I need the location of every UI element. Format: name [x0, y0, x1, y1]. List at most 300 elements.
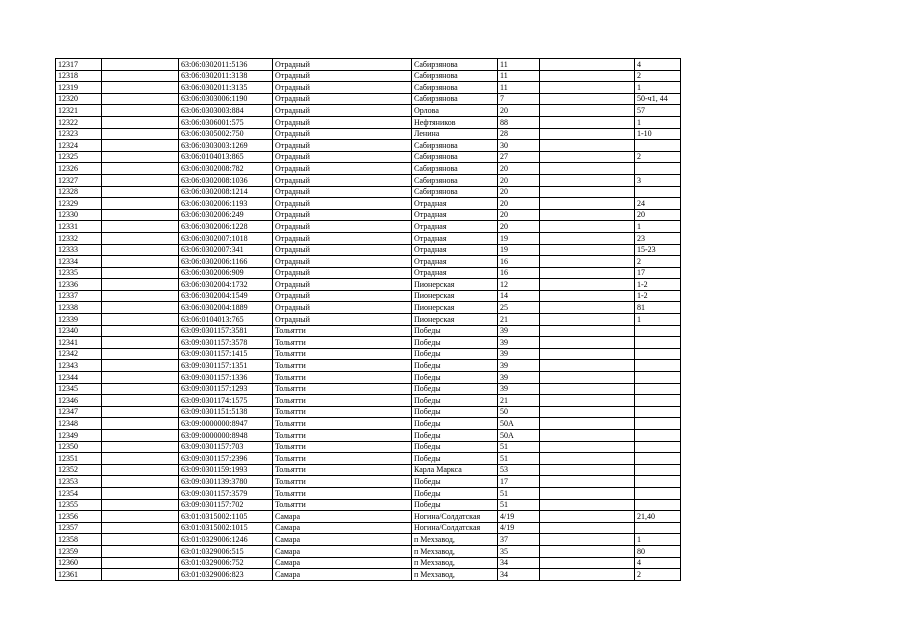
- empty-cell: [102, 163, 179, 175]
- apartment-cell: 23: [635, 232, 681, 244]
- street-cell: п Мехзавод,: [412, 545, 498, 557]
- house-number-cell: 19: [498, 244, 540, 256]
- street-cell: Отрадная: [412, 232, 498, 244]
- cadastral-number-cell: 63:01:0329006:1246: [179, 534, 273, 546]
- empty-cell: [102, 70, 179, 82]
- empty-cell-2: [540, 348, 635, 360]
- city-cell: Отрадный: [273, 116, 412, 128]
- cadastral-number-cell: 63:06:0302004:1732: [179, 279, 273, 291]
- empty-cell-2: [540, 82, 635, 94]
- empty-cell-2: [540, 70, 635, 82]
- empty-cell: [102, 59, 179, 71]
- empty-cell: [102, 128, 179, 140]
- apartment-cell: 2: [635, 256, 681, 268]
- cadastral-number-cell: 63:06:0302004:1549: [179, 290, 273, 302]
- empty-cell: [102, 140, 179, 152]
- street-cell: Победы: [412, 348, 498, 360]
- city-cell: Отрадный: [273, 70, 412, 82]
- empty-cell-2: [540, 256, 635, 268]
- row-number-cell: 12336: [56, 279, 102, 291]
- apartment-cell: 50-ч1, 44: [635, 93, 681, 105]
- street-cell: Нефтяников: [412, 116, 498, 128]
- street-cell: Победы: [412, 406, 498, 418]
- street-cell: Сабирзянова: [412, 140, 498, 152]
- empty-cell: [102, 464, 179, 476]
- apartment-cell: [635, 476, 681, 488]
- street-cell: Победы: [412, 476, 498, 488]
- table-row: [56, 383, 681, 395]
- house-number-cell: 39: [498, 383, 540, 395]
- street-cell: Победы: [412, 337, 498, 349]
- street-cell: Сабирзянова: [412, 59, 498, 71]
- city-cell: Отрадный: [273, 244, 412, 256]
- empty-cell-2: [540, 522, 635, 534]
- empty-cell: [102, 534, 179, 546]
- empty-cell-2: [540, 395, 635, 407]
- house-number-cell: 21: [498, 314, 540, 326]
- table-row: [56, 325, 681, 337]
- house-number-cell: 17: [498, 476, 540, 488]
- empty-cell-2: [540, 360, 635, 372]
- cadastral-number-cell: 63:06:0302008:1036: [179, 174, 273, 186]
- empty-cell: [102, 406, 179, 418]
- city-cell: Тольятти: [273, 395, 412, 407]
- table-row: [56, 545, 681, 557]
- row-number-cell: 12343: [56, 360, 102, 372]
- empty-cell: [102, 93, 179, 105]
- table-row: [56, 314, 681, 326]
- row-number-cell: 12332: [56, 232, 102, 244]
- cadastral-number-cell: 63:09:0301139:3780: [179, 476, 273, 488]
- street-cell: Карла Маркса: [412, 464, 498, 476]
- empty-cell-2: [540, 198, 635, 210]
- table-row: [56, 267, 681, 279]
- street-cell: Пионерская: [412, 302, 498, 314]
- city-cell: Самара: [273, 557, 412, 569]
- street-cell: Победы: [412, 441, 498, 453]
- city-cell: Тольятти: [273, 406, 412, 418]
- house-number-cell: 11: [498, 82, 540, 94]
- row-number-cell: 12317: [56, 59, 102, 71]
- row-number-cell: 12359: [56, 545, 102, 557]
- cadastral-number-cell: 63:06:0302007:1018: [179, 232, 273, 244]
- apartment-cell: [635, 163, 681, 175]
- apartment-cell: 4: [635, 59, 681, 71]
- table-row: [56, 499, 681, 511]
- cadastral-number-cell: 63:09:0301159:1993: [179, 464, 273, 476]
- cadastral-number-cell: 63:09:0000000:8948: [179, 430, 273, 442]
- empty-cell-2: [540, 174, 635, 186]
- cadastral-number-cell: 63:06:0302011:3135: [179, 82, 273, 94]
- house-number-cell: 7: [498, 93, 540, 105]
- empty-cell: [102, 511, 179, 523]
- house-number-cell: 14: [498, 290, 540, 302]
- house-number-cell: 25: [498, 302, 540, 314]
- apartment-cell: [635, 487, 681, 499]
- empty-cell-2: [540, 267, 635, 279]
- cadastral-number-cell: 63:09:0301157:3579: [179, 487, 273, 499]
- city-cell: Тольятти: [273, 372, 412, 384]
- cadastral-number-cell: 63:01:0315002:1105: [179, 511, 273, 523]
- row-number-cell: 12350: [56, 441, 102, 453]
- house-number-cell: 27: [498, 151, 540, 163]
- house-number-cell: 51: [498, 453, 540, 465]
- cadastral-number-cell: 63:09:0301157:2396: [179, 453, 273, 465]
- data-table: [55, 58, 681, 581]
- apartment-cell: 20: [635, 209, 681, 221]
- apartment-cell: 57: [635, 105, 681, 117]
- row-number-cell: 12348: [56, 418, 102, 430]
- cadastral-number-cell: 63:06:0302007:341: [179, 244, 273, 256]
- table-row: [56, 557, 681, 569]
- table-row: [56, 441, 681, 453]
- empty-cell-2: [540, 116, 635, 128]
- empty-cell: [102, 198, 179, 210]
- empty-cell: [102, 267, 179, 279]
- row-number-cell: 12356: [56, 511, 102, 523]
- city-cell: Отрадный: [273, 59, 412, 71]
- empty-cell: [102, 569, 179, 581]
- apartment-cell: [635, 337, 681, 349]
- house-number-cell: 4/19: [498, 511, 540, 523]
- house-number-cell: 39: [498, 360, 540, 372]
- row-number-cell: 12319: [56, 82, 102, 94]
- row-number-cell: 12352: [56, 464, 102, 476]
- apartment-cell: [635, 395, 681, 407]
- empty-cell-2: [540, 476, 635, 488]
- empty-cell: [102, 395, 179, 407]
- house-number-cell: 35: [498, 545, 540, 557]
- street-cell: Сабирзянова: [412, 174, 498, 186]
- row-number-cell: 12322: [56, 116, 102, 128]
- cadastral-number-cell: 63:09:0301157:1415: [179, 348, 273, 360]
- cadastral-number-cell: 63:06:0302006:249: [179, 209, 273, 221]
- empty-cell: [102, 302, 179, 314]
- city-cell: Отрадный: [273, 232, 412, 244]
- cadastral-number-cell: 63:06:0302008:782: [179, 163, 273, 175]
- house-number-cell: 20: [498, 105, 540, 117]
- cadastral-number-cell: 63:01:0315002:1015: [179, 522, 273, 534]
- row-number-cell: 12330: [56, 209, 102, 221]
- empty-cell: [102, 557, 179, 569]
- row-number-cell: 12342: [56, 348, 102, 360]
- table-row: [56, 522, 681, 534]
- empty-cell: [102, 325, 179, 337]
- empty-cell: [102, 487, 179, 499]
- apartment-cell: 17: [635, 267, 681, 279]
- house-number-cell: 37: [498, 534, 540, 546]
- table-row: [56, 476, 681, 488]
- row-number-cell: 12318: [56, 70, 102, 82]
- empty-cell-2: [540, 140, 635, 152]
- row-number-cell: 12349: [56, 430, 102, 442]
- house-number-cell: 51: [498, 441, 540, 453]
- city-cell: Самара: [273, 511, 412, 523]
- table-row: [56, 290, 681, 302]
- row-number-cell: 12337: [56, 290, 102, 302]
- empty-cell: [102, 209, 179, 221]
- apartment-cell: 1: [635, 221, 681, 233]
- empty-cell: [102, 430, 179, 442]
- cadastral-number-cell: 63:09:0301157:702: [179, 499, 273, 511]
- city-cell: Тольятти: [273, 464, 412, 476]
- apartment-cell: [635, 372, 681, 384]
- cadastral-number-cell: 63:06:0302006:1166: [179, 256, 273, 268]
- empty-cell-2: [540, 499, 635, 511]
- apartment-cell: 1: [635, 116, 681, 128]
- city-cell: Тольятти: [273, 487, 412, 499]
- apartment-cell: 1: [635, 534, 681, 546]
- street-cell: Сабирзянова: [412, 93, 498, 105]
- empty-cell: [102, 360, 179, 372]
- house-number-cell: 39: [498, 337, 540, 349]
- street-cell: п Мехзавод,: [412, 569, 498, 581]
- empty-cell: [102, 476, 179, 488]
- city-cell: Отрадный: [273, 93, 412, 105]
- table-row: [56, 82, 681, 94]
- house-number-cell: 20: [498, 186, 540, 198]
- empty-cell: [102, 232, 179, 244]
- apartment-cell: 21,40: [635, 511, 681, 523]
- empty-cell-2: [540, 545, 635, 557]
- house-number-cell: 20: [498, 209, 540, 221]
- street-cell: Победы: [412, 499, 498, 511]
- house-number-cell: 16: [498, 267, 540, 279]
- street-cell: Победы: [412, 360, 498, 372]
- cadastral-number-cell: 63:09:0301174:1575: [179, 395, 273, 407]
- apartment-cell: 1: [635, 314, 681, 326]
- row-number-cell: 12329: [56, 198, 102, 210]
- apartment-cell: [635, 406, 681, 418]
- table-row: [56, 221, 681, 233]
- city-cell: Тольятти: [273, 418, 412, 430]
- empty-cell-2: [540, 59, 635, 71]
- street-cell: Отрадная: [412, 256, 498, 268]
- city-cell: Отрадный: [273, 186, 412, 198]
- cadastral-number-cell: 63:06:0302006:1193: [179, 198, 273, 210]
- city-cell: Самара: [273, 534, 412, 546]
- street-cell: Пионерская: [412, 279, 498, 291]
- street-cell: Отрадная: [412, 221, 498, 233]
- apartment-cell: [635, 441, 681, 453]
- city-cell: Отрадный: [273, 209, 412, 221]
- table-row: [56, 116, 681, 128]
- empty-cell: [102, 244, 179, 256]
- house-number-cell: 4/19: [498, 522, 540, 534]
- apartment-cell: 1: [635, 82, 681, 94]
- table-body: [56, 59, 681, 581]
- cadastral-number-cell: 63:06:0302011:3138: [179, 70, 273, 82]
- city-cell: Отрадный: [273, 105, 412, 117]
- empty-cell-2: [540, 314, 635, 326]
- table-row: [56, 302, 681, 314]
- city-cell: Тольятти: [273, 476, 412, 488]
- empty-cell: [102, 151, 179, 163]
- cadastral-number-cell: 63:06:0303003:884: [179, 105, 273, 117]
- row-number-cell: 12328: [56, 186, 102, 198]
- cadastral-number-cell: 63:06:0305002:750: [179, 128, 273, 140]
- empty-cell: [102, 522, 179, 534]
- table-row: [56, 59, 681, 71]
- apartment-cell: [635, 499, 681, 511]
- cadastral-number-cell: 63:06:0306001:575: [179, 116, 273, 128]
- row-number-cell: 12355: [56, 499, 102, 511]
- empty-cell: [102, 383, 179, 395]
- table-row: [56, 406, 681, 418]
- row-number-cell: 12360: [56, 557, 102, 569]
- house-number-cell: 19: [498, 232, 540, 244]
- table-row: [56, 430, 681, 442]
- table-row: [56, 209, 681, 221]
- street-cell: п Мехзавод,: [412, 534, 498, 546]
- city-cell: Отрадный: [273, 221, 412, 233]
- row-number-cell: 12341: [56, 337, 102, 349]
- table-row: [56, 464, 681, 476]
- city-cell: Отрадный: [273, 256, 412, 268]
- house-number-cell: 53: [498, 464, 540, 476]
- table-row: [56, 395, 681, 407]
- empty-cell-2: [540, 221, 635, 233]
- table-row: [56, 360, 681, 372]
- street-cell: Победы: [412, 325, 498, 337]
- row-number-cell: 12323: [56, 128, 102, 140]
- apartment-cell: 1-2: [635, 279, 681, 291]
- empty-cell-2: [540, 441, 635, 453]
- table-row: [56, 140, 681, 152]
- house-number-cell: 51: [498, 499, 540, 511]
- city-cell: Отрадный: [273, 314, 412, 326]
- house-number-cell: 16: [498, 256, 540, 268]
- street-cell: Отрадная: [412, 267, 498, 279]
- empty-cell: [102, 279, 179, 291]
- table-row: [56, 256, 681, 268]
- empty-cell: [102, 453, 179, 465]
- row-number-cell: 12351: [56, 453, 102, 465]
- table-row: [56, 418, 681, 430]
- empty-cell-2: [540, 487, 635, 499]
- table-row: [56, 163, 681, 175]
- empty-cell-2: [540, 151, 635, 163]
- empty-cell: [102, 174, 179, 186]
- house-number-cell: 21: [498, 395, 540, 407]
- empty-cell: [102, 82, 179, 94]
- apartment-cell: 4: [635, 557, 681, 569]
- row-number-cell: 12327: [56, 174, 102, 186]
- table-row: [56, 232, 681, 244]
- empty-cell: [102, 441, 179, 453]
- empty-cell: [102, 348, 179, 360]
- table-row: [56, 105, 681, 117]
- street-cell: Отрадная: [412, 198, 498, 210]
- apartment-cell: 1-2: [635, 290, 681, 302]
- empty-cell-2: [540, 105, 635, 117]
- row-number-cell: 12344: [56, 372, 102, 384]
- house-number-cell: 50: [498, 406, 540, 418]
- city-cell: Отрадный: [273, 290, 412, 302]
- empty-cell-2: [540, 325, 635, 337]
- apartment-cell: 1-10: [635, 128, 681, 140]
- empty-cell-2: [540, 464, 635, 476]
- cadastral-number-cell: 63:09:0301157:3578: [179, 337, 273, 349]
- table-row: [56, 128, 681, 140]
- row-number-cell: 12346: [56, 395, 102, 407]
- row-number-cell: 12334: [56, 256, 102, 268]
- empty-cell-2: [540, 418, 635, 430]
- city-cell: Отрадный: [273, 151, 412, 163]
- apartment-cell: 2: [635, 70, 681, 82]
- apartment-cell: 2: [635, 569, 681, 581]
- city-cell: Тольятти: [273, 430, 412, 442]
- street-cell: Победы: [412, 453, 498, 465]
- row-number-cell: 12339: [56, 314, 102, 326]
- cadastral-number-cell: 63:01:0329006:752: [179, 557, 273, 569]
- empty-cell-2: [540, 372, 635, 384]
- row-number-cell: 12333: [56, 244, 102, 256]
- street-cell: Победы: [412, 430, 498, 442]
- house-number-cell: 88: [498, 116, 540, 128]
- apartment-cell: [635, 348, 681, 360]
- city-cell: Тольятти: [273, 325, 412, 337]
- cadastral-number-cell: 63:01:0329006:515: [179, 545, 273, 557]
- row-number-cell: 12338: [56, 302, 102, 314]
- street-cell: Пионерская: [412, 290, 498, 302]
- empty-cell: [102, 290, 179, 302]
- apartment-cell: 24: [635, 198, 681, 210]
- table-row: [56, 186, 681, 198]
- house-number-cell: 39: [498, 325, 540, 337]
- street-cell: Ногина/Солдатская: [412, 511, 498, 523]
- street-cell: Победы: [412, 383, 498, 395]
- empty-cell-2: [540, 511, 635, 523]
- house-number-cell: 20: [498, 221, 540, 233]
- row-number-cell: 12325: [56, 151, 102, 163]
- cadastral-number-cell: 63:06:0302008:1214: [179, 186, 273, 198]
- cadastral-number-cell: 63:06:0302004:1889: [179, 302, 273, 314]
- apartment-cell: [635, 464, 681, 476]
- table-row: [56, 569, 681, 581]
- table-row: [56, 487, 681, 499]
- empty-cell-2: [540, 163, 635, 175]
- street-cell: Орлова: [412, 105, 498, 117]
- apartment-cell: [635, 186, 681, 198]
- cadastral-number-cell: 63:09:0301157:1336: [179, 372, 273, 384]
- street-cell: Победы: [412, 418, 498, 430]
- empty-cell-2: [540, 93, 635, 105]
- empty-cell: [102, 256, 179, 268]
- city-cell: Отрадный: [273, 267, 412, 279]
- empty-cell: [102, 372, 179, 384]
- city-cell: Отрадный: [273, 174, 412, 186]
- empty-cell-2: [540, 406, 635, 418]
- empty-cell-2: [540, 128, 635, 140]
- city-cell: Отрадный: [273, 302, 412, 314]
- city-cell: Отрадный: [273, 279, 412, 291]
- street-cell: Победы: [412, 487, 498, 499]
- empty-cell-2: [540, 383, 635, 395]
- street-cell: Ногина/Солдатская: [412, 522, 498, 534]
- cadastral-number-cell: 63:09:0000000:8947: [179, 418, 273, 430]
- apartment-cell: [635, 418, 681, 430]
- city-cell: Отрадный: [273, 82, 412, 94]
- city-cell: Отрадный: [273, 198, 412, 210]
- apartment-cell: 2: [635, 151, 681, 163]
- empty-cell-2: [540, 232, 635, 244]
- house-number-cell: 50А: [498, 430, 540, 442]
- table-row: [56, 337, 681, 349]
- row-number-cell: 12320: [56, 93, 102, 105]
- apartment-cell: [635, 430, 681, 442]
- house-number-cell: 11: [498, 70, 540, 82]
